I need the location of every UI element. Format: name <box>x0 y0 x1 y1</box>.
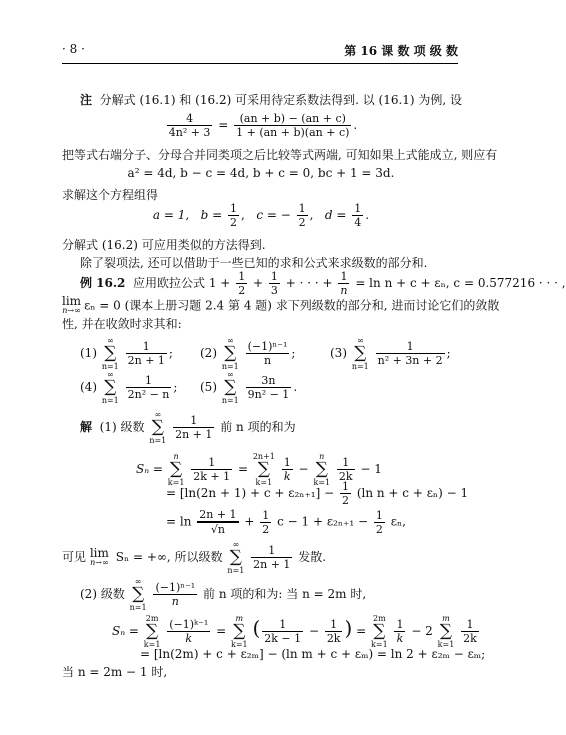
page-number: · 8 · <box>62 42 85 56</box>
example-line-2: lim n→∞ εₙ = 0 (课本上册习题 2.4 第 4 题) 求下列级数的部分和, 进而讨论它们的敛散 <box>62 294 500 315</box>
equation-system: a² = 4d, b − c = 4d, b + c = 0, bc + 1 = 3d. <box>127 166 395 180</box>
solution-part-1-conclusion: 可见 lim n→∞ Sₙ = +∞, 所以级数 ∞ ∑ n=1 $\frac{1}{2n + 1}$ 发散. <box>62 540 327 575</box>
problem-1: (1) ∞ ∑ n=1 $\frac{1}{2n + 1}$ ; <box>80 336 173 371</box>
partial-sum-1-line-3: = ln $\frac{2n + 1}{√n}$ + $\frac{1}{2}$ c − 1 + ε₂ₙ₊₁ − $\frac{1}{2}$ εₙ, <box>166 508 406 536</box>
example-line-1: 例 16.2 应用欧拉公式 1 + $\frac{1}{2}$ + $\frac{1}{3}$ + · · · + $\frac{1}{n}$ = ln n + c + εₙ, c = 0.577216 · · · , <box>80 270 566 297</box>
problem-2: (2) ∞ ∑ n=1 $\frac{\text{(−1)ⁿ⁻¹}}{n}$ ; <box>200 336 296 371</box>
header-rule <box>62 63 458 64</box>
solution-part-2-odd-case: 当 n = 2m − 1 时, <box>62 665 168 679</box>
problem-3: (3) ∞ ∑ n=1 $\frac{1}{\text{n² + 3n + 2}}$ ; <box>330 336 451 371</box>
problem-4: (4) ∞ ∑ n=1 $\frac{1}{\text{2n² − n}}$ ; <box>80 370 178 405</box>
partial-sum-2-line-1: Sₙ = 2m ∑ k=1 $\frac{\text{(−1)ᵏ⁻¹}}{k}$ = m ∑ k=1 ( $\frac{1}{2k - 1}$ − $\frac{1}{2k}$ ) = 2m ∑ k=1 $\frac{1}{k}$ − 2 m ∑ k=1 $\frac{1}{2k}$ <box>112 614 477 649</box>
note-line-4: 分解式 (16.2) 可应用类似的方法得到. <box>62 238 266 252</box>
partial-sum-1-line-2: = [ln(2n + 1) + c + ε₂ₙ₊₁] − $\frac{1}{2}$ (ln n + c + εₙ) − 1 <box>166 480 469 507</box>
equation-solution: a = 1, b = $\frac{1}{2}$ , c = − $\frac{1}{2}$ , d = $\frac{1}{4}$ . <box>152 202 370 229</box>
problem-5: (5) ∞ ∑ n=1 $\frac{3n}{\text{9n² − 1}}$ . <box>200 370 298 405</box>
equation-16-1-setup: $\frac{4}{\text{4n² + 3}}$ = $\frac{(an + b) - (an + c)}{1 + (an + b)(an + c)}$ . <box>168 112 358 139</box>
partial-sum-2-line-2: = [ln(2m) + c + ε₂ₘ] − (ln m + c + εₘ) = ln 2 + ε₂ₘ − εₘ; <box>140 647 486 661</box>
note-line-3: 求解这个方程组得 <box>62 188 159 202</box>
partial-sum-1-line-1: Sₙ = n ∑ k=1 $\frac{1}{2k + 1}$ = 2n+1 ∑ k=1 $\frac{1}{k}$ − n ∑ k=1 $\frac{1}{2k}$ − 1 <box>136 452 382 487</box>
chapter-title: 第 16 课 数 项 级 数 <box>344 44 458 58</box>
note-line-2: 把等式右端分子、分母合并同类项之后比较等式两端, 可知如果上式能成立, 则应有 <box>62 148 498 162</box>
note-line-5: 除了裂项法, 还可以借助于一些已知的求和公式来求级数的部分和. <box>80 256 428 270</box>
solution-part-2-intro: (2) 级数 ∞ ∑ n=1 $\frac{\text{(−1)ⁿ⁻¹}}{n}$ 前 n 项的和为: 当 n = 2m 时, <box>80 577 367 612</box>
note-intro: 注 分解式 (16.1) 和 (16.2) 可采用待定系数法得到. 以 (16.1) 为例, 设 <box>80 93 463 107</box>
running-header <box>62 42 458 60</box>
example-line-3: 性, 并在收敛时求其和: <box>62 317 182 331</box>
solution-part-1-intro: 解 (1) 级数 ∞ ∑ n=1 $\frac{1}{2n + 1}$ 前 n 项的和为 <box>80 410 296 445</box>
